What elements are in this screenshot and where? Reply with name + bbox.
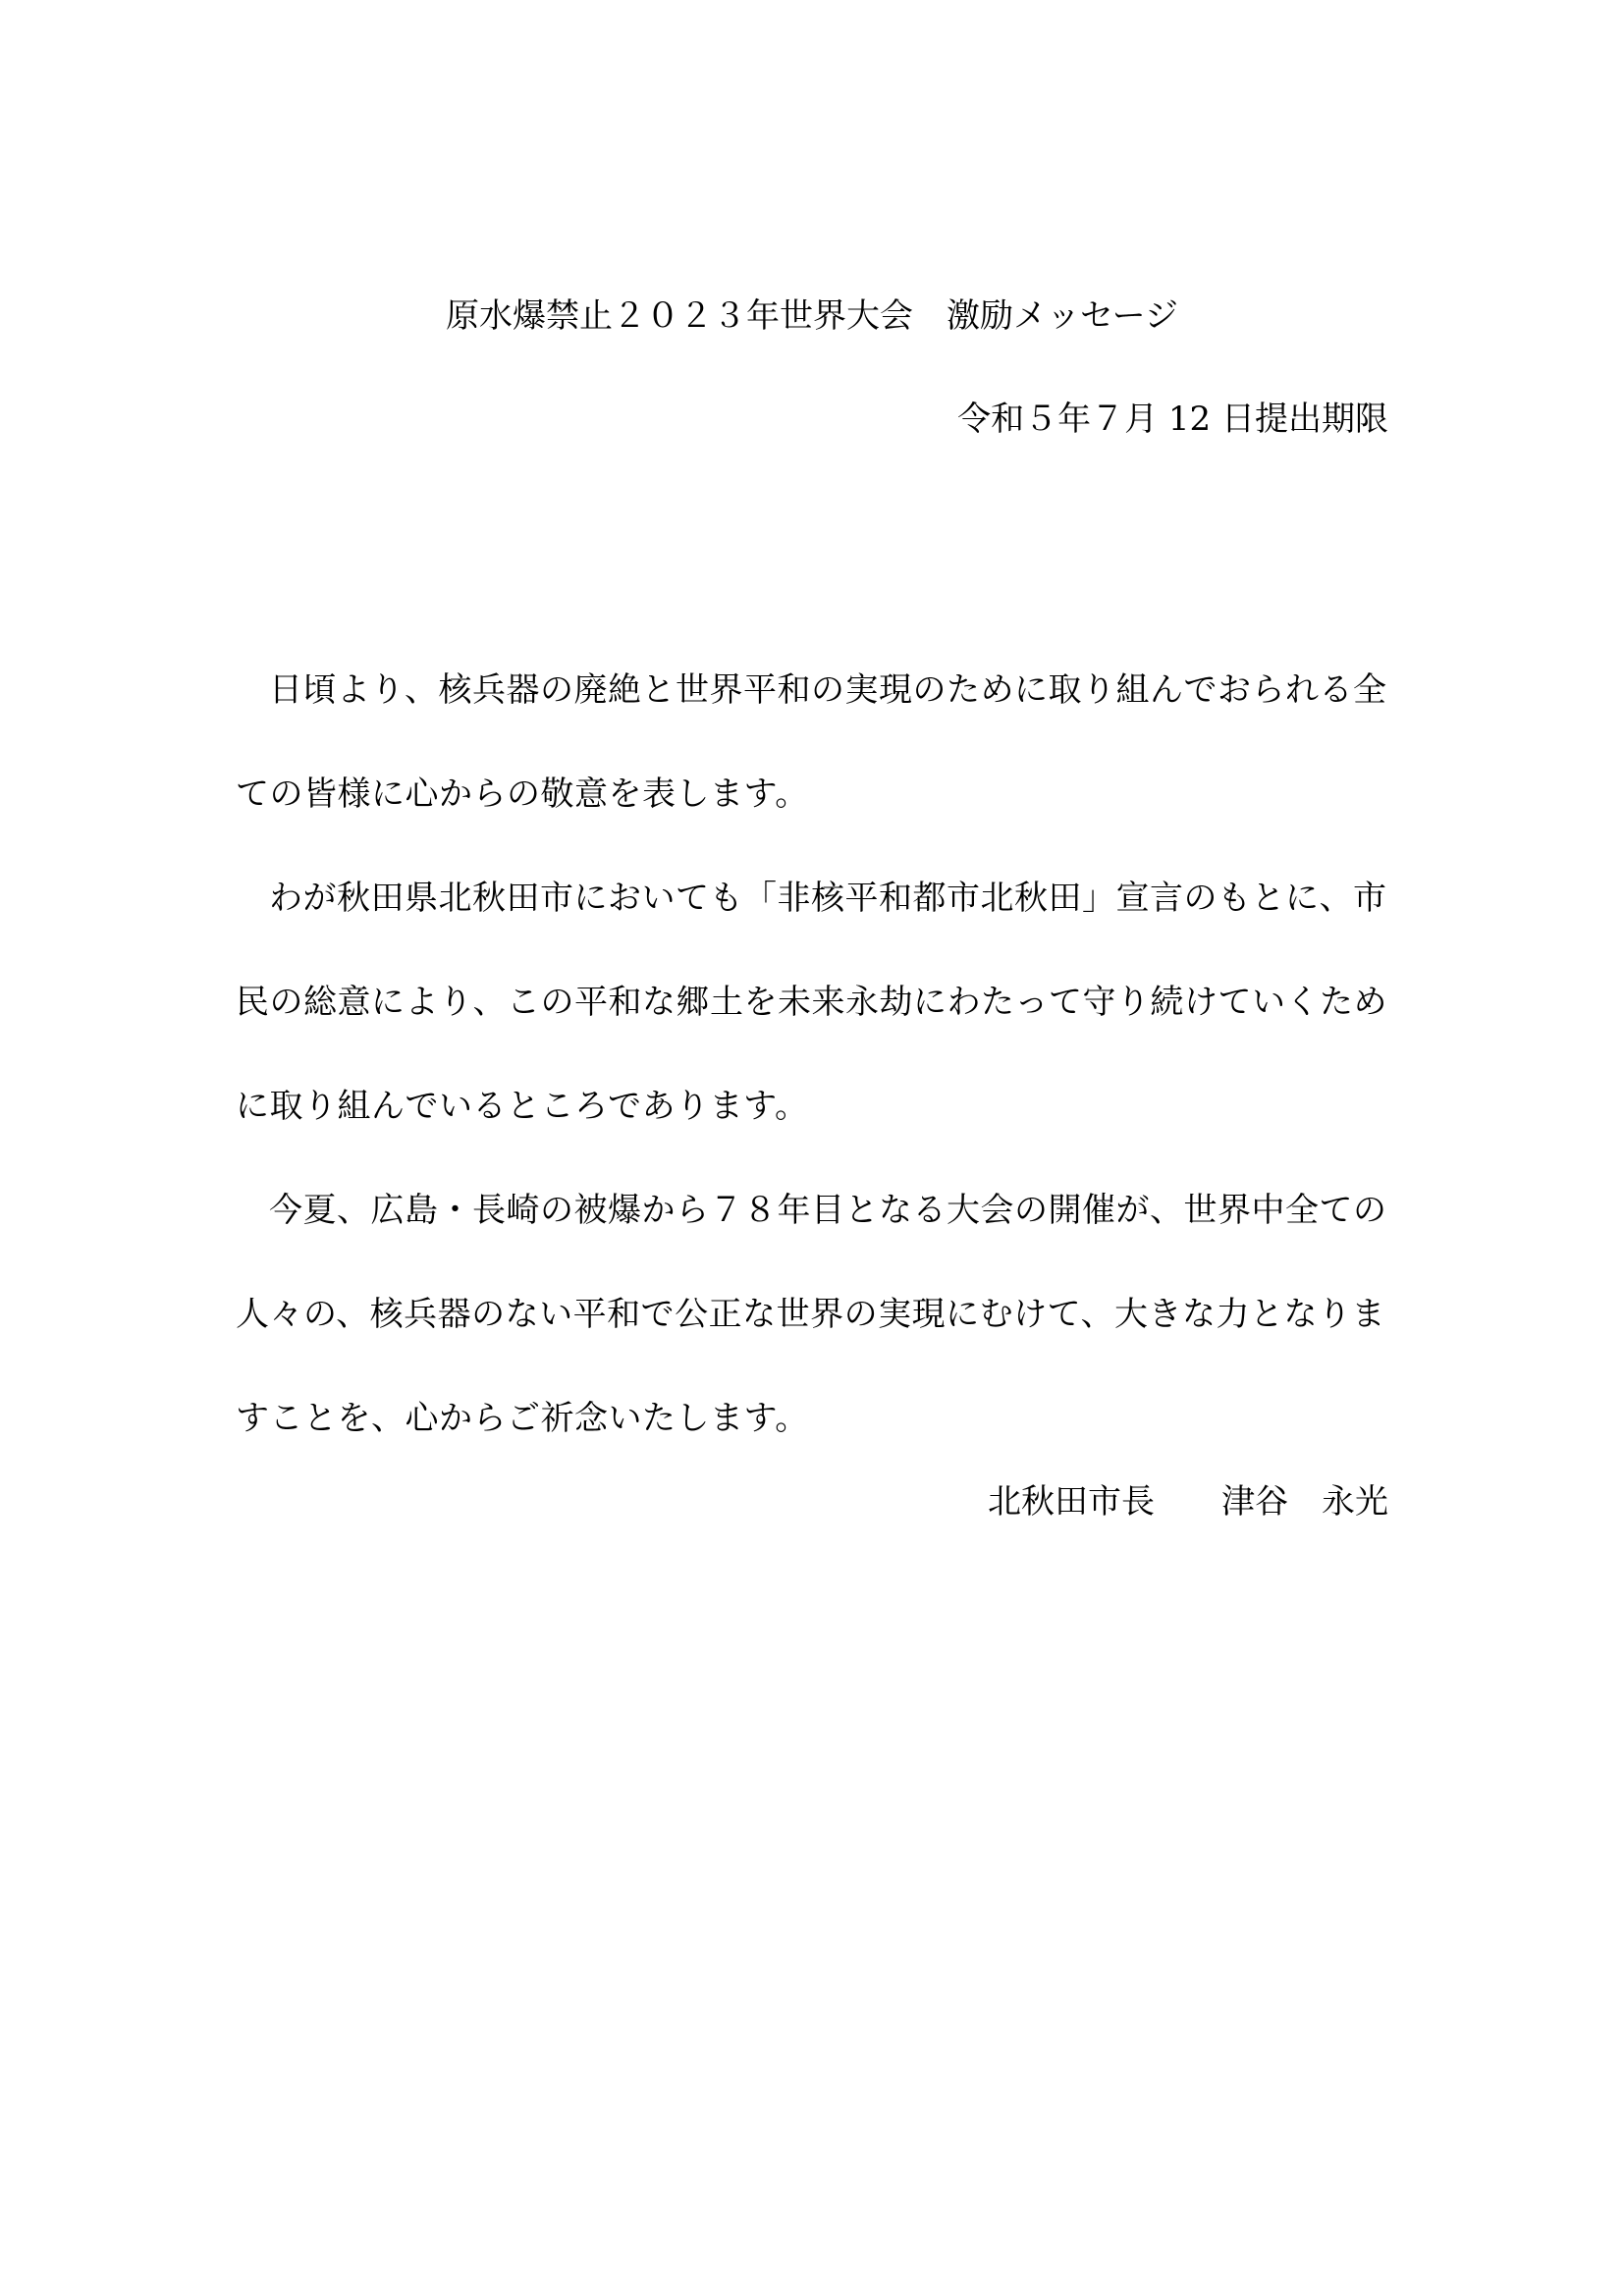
paragraph-city-declaration: わが秋田県北秋田市においても「非核平和都市北秋田」宣言のもとに、市民の総意により、この平和な郷土を未来永劫にわたって守り続けていくために取り組んでいるところであります。 xyxy=(236,879,1387,1126)
paragraph-wishes: 今夏、広島・長崎の被爆から７８年目となる大会の開催が、世界中全ての人々の、核兵器のない平和で公正な世界の実現にむけて、大きな力となりますことを、心からご祈念いたします。 xyxy=(236,1191,1387,1438)
submission-deadline: 令和５年７月 12 日提出期限 xyxy=(957,400,1388,439)
paragraph-respect: 日頃より、核兵器の廃絶と世界平和の実現のために取り組んでおられる全ての皆様に心からの敬意を表します。 xyxy=(236,670,1387,814)
message-body xyxy=(236,638,1388,1470)
document-title: 原水爆禁止２０２３年世界大会 激励メッセージ xyxy=(446,296,1178,336)
signature-mayor: 北秋田市長 津谷 永光 xyxy=(988,1482,1388,1522)
